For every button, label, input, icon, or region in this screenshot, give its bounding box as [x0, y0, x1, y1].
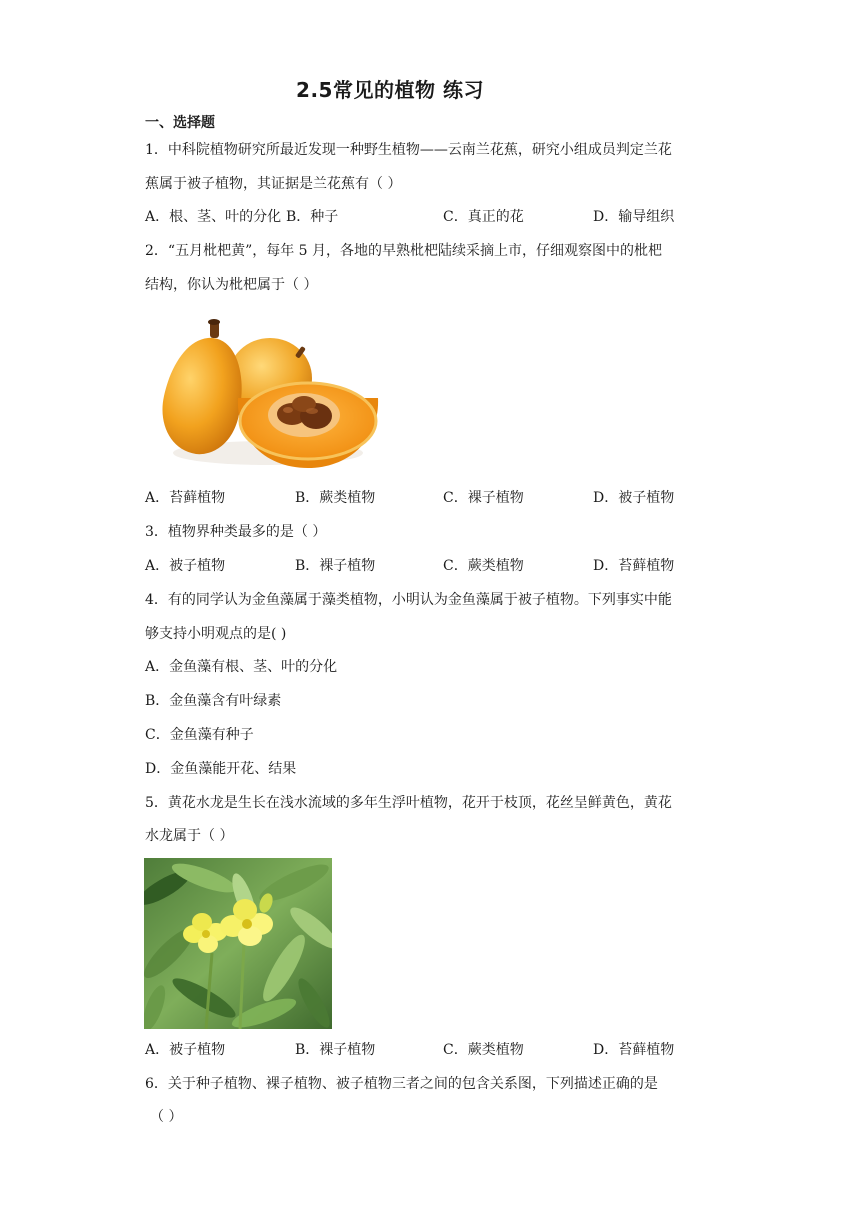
- q3-option-d[interactable]: D．苔藓植物: [593, 558, 675, 574]
- loquat-fruit-image: [158, 318, 383, 473]
- question-6-line-1: 6．关于种子植物、裸子植物、被子植物三者之间的包含关系图，下列描述正确的是: [145, 1076, 658, 1092]
- q1-option-b[interactable]: B．种子: [286, 209, 339, 225]
- yellow-flower-image: [144, 858, 332, 1029]
- q2-option-c[interactable]: C．裸子植物: [443, 490, 524, 506]
- q2-option-b[interactable]: B．蕨类植物: [295, 490, 376, 506]
- question-1-line-2: 蕉属于被子植物，其证据是兰花蕉有（ ）: [145, 176, 402, 192]
- q2-option-a[interactable]: A．苔藓植物: [145, 490, 226, 506]
- q1-option-c[interactable]: C．真正的花: [443, 209, 524, 225]
- q1-option-d[interactable]: D．输导组织: [593, 209, 675, 225]
- question-4-line-1: 4．有的同学认为金鱼藻属于藻类植物，小明认为金鱼藻属于被子植物。下列事实中能: [145, 592, 672, 608]
- question-2-options: [145, 488, 705, 508]
- question-1-options: [145, 207, 705, 227]
- q5-option-c[interactable]: C．蕨类植物: [443, 1042, 524, 1058]
- q3-option-c[interactable]: C．蕨类植物: [443, 558, 524, 574]
- q1-option-a[interactable]: A．根、茎、叶的分化: [145, 209, 282, 225]
- q3-option-b[interactable]: B．裸子植物: [295, 558, 376, 574]
- question-4-line-2: 够支持小明观点的是( ): [145, 626, 287, 642]
- question-3-options: [145, 556, 705, 576]
- question-1-line-1: 1．中科院植物研究所最近发现一种野生植物——云南兰花蕉，研究小组成员判定兰花: [145, 142, 672, 158]
- question-6-line-2: （ ）: [150, 1109, 183, 1125]
- q4-option-c[interactable]: C．金鱼藻有种子: [145, 727, 254, 743]
- q5-option-a[interactable]: A．被子植物: [145, 1042, 226, 1058]
- page-title: 2.5常见的植物 练习: [296, 78, 484, 102]
- question-5-options: [145, 1040, 705, 1060]
- q2-option-d[interactable]: D．被子植物: [593, 490, 675, 506]
- q4-option-d[interactable]: D．金鱼藻能开花、结果: [145, 761, 297, 777]
- question-2-line-2: 结构，你认为枇杷属于（ ）: [145, 277, 318, 293]
- question-3-line-1: 3．植物界种类最多的是（ ）: [145, 524, 327, 540]
- question-5-line-2: 水龙属于（ ）: [145, 828, 234, 844]
- q3-option-a[interactable]: A．被子植物: [145, 558, 226, 574]
- question-5-line-1: 5．黄花水龙是生长在浅水流域的多年生浮叶植物，花开于枝顶，花丝呈鲜黄色，黄花: [145, 795, 672, 811]
- q4-option-a[interactable]: A．金鱼藻有根、茎、叶的分化: [145, 659, 338, 675]
- question-2-line-1: 2．“五月枇杷黄”，每年 5 月，各地的早熟枇杷陆续采摘上市，仔细观察图中的枇杷: [145, 243, 663, 259]
- q5-option-d[interactable]: D．苔藓植物: [593, 1042, 675, 1058]
- q5-option-b[interactable]: B．裸子植物: [295, 1042, 376, 1058]
- q4-option-b[interactable]: B．金鱼藻含有叶绿素: [145, 693, 282, 709]
- section-heading: 一、选择题: [145, 115, 215, 131]
